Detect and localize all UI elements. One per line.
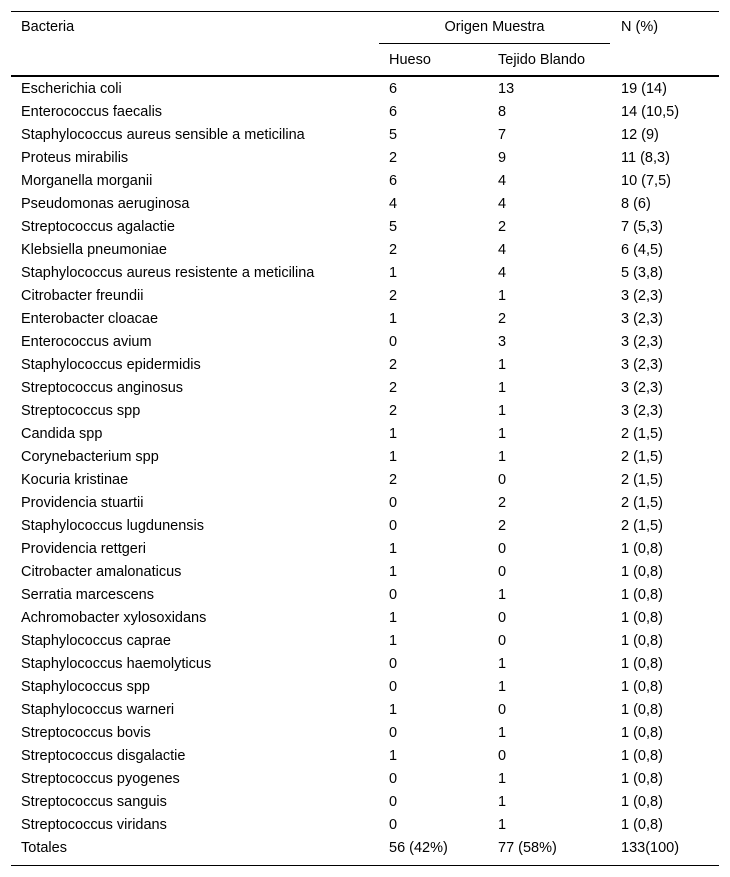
cell-n-percent: 2 (1,5) [621,449,663,465]
cell-tejido-blando: 1 [498,357,507,373]
cell-tejido-blando: 1 [498,426,507,442]
cell-n-percent: 1 (0,8) [621,748,663,764]
cell-hueso: 1 [389,311,398,327]
cell-n-percent: 3 (2,3) [621,403,663,419]
cell-hueso: 2 [389,472,398,488]
cell-hueso: 4 [389,196,398,212]
cell-hueso: 2 [389,288,398,304]
table-row [11,790,719,813]
cell-tejido-blando: 2 [498,311,507,327]
cell-bacteria: Staphylococcus warneri [21,702,175,718]
cell-tejido-blando: 1 [498,679,507,695]
table-row [11,399,719,422]
table-row [11,192,719,215]
cell-n-percent: 1 (0,8) [621,656,663,672]
table-row [11,445,719,468]
cell-bacteria: Providencia stuartii [21,495,144,511]
cell-hueso: 0 [389,817,398,833]
cell-tejido-blando: 1 [498,449,507,465]
table-row [11,100,719,123]
cell-bacteria: Staphylococcus haemolyticus [21,656,212,672]
cell-n-percent: 11 (8,3) [621,150,670,166]
cell-bacteria: Totales [21,840,67,856]
table-row [11,698,719,721]
cell-bacteria: Serratia marcescens [21,587,154,603]
table-row [11,146,719,169]
cell-hueso: 6 [389,81,398,97]
cell-n-percent: 19 (14) [621,81,667,97]
table-row [11,583,719,606]
cell-bacteria: Enterobacter cloacae [21,311,159,327]
cell-n-percent: 5 (3,8) [621,265,663,281]
cell-n-percent: 1 (0,8) [621,679,663,695]
cell-n-percent: 2 (1,5) [621,426,663,442]
cell-bacteria: Achromobacter xylosoxidans [21,610,207,626]
cell-bacteria: Morganella morganii [21,173,153,189]
cell-hueso: 0 [389,656,398,672]
table-top-rule [11,11,719,12]
cell-bacteria: Streptococcus bovis [21,725,151,741]
cell-n-percent: 1 (0,8) [621,817,663,833]
cell-n-percent: 1 (0,8) [621,794,663,810]
cell-bacteria: Corynebacterium spp [21,449,159,465]
cell-tejido-blando: 0 [498,564,507,580]
cell-bacteria: Streptococcus disgalactie [21,748,186,764]
cell-n-percent: 2 (1,5) [621,472,663,488]
cell-n-percent: 1 (0,8) [621,564,663,580]
cell-hueso: 0 [389,679,398,695]
cell-hueso: 6 [389,104,398,120]
cell-bacteria: Candida spp [21,426,103,442]
table-row [11,238,719,261]
cell-tejido-blando: 2 [498,495,507,511]
cell-n-percent: 12 (9) [621,127,659,143]
cell-tejido-blando: 4 [498,265,507,281]
cell-n-percent: 14 (10,5) [621,104,680,120]
cell-hueso: 1 [389,633,398,649]
table-row [11,813,719,836]
cell-tejido-blando: 0 [498,633,507,649]
group-header-rule [379,43,610,44]
table-row [11,169,719,192]
cell-bacteria: Streptococcus sanguis [21,794,167,810]
table-row [11,376,719,399]
cell-n-percent: 3 (2,3) [621,288,663,304]
table-row [11,215,719,238]
cell-bacteria: Citrobacter amalonaticus [21,564,182,580]
cell-tejido-blando: 1 [498,656,507,672]
table-row [11,353,719,376]
table-row [11,422,719,445]
cell-hueso: 0 [389,771,398,787]
cell-bacteria: Staphylococcus aureus sensible a meticilina [21,127,305,143]
cell-n-percent: 8 (6) [621,196,651,212]
cell-hueso: 2 [389,403,398,419]
cell-bacteria: Streptococcus anginosus [21,380,184,396]
cell-tejido-blando: 4 [498,242,507,258]
cell-hueso: 1 [389,564,398,580]
cell-tejido-blando: 77 (58%) [498,840,557,856]
cell-tejido-blando: 3 [498,334,507,350]
table-bottom-rule [11,865,719,866]
cell-n-percent: 2 (1,5) [621,518,663,534]
header-origen-muestra: Origen Muestra [444,19,545,35]
cell-tejido-blando: 1 [498,794,507,810]
cell-bacteria: Streptococcus agalactie [21,219,175,235]
cell-tejido-blando: 1 [498,817,507,833]
cell-tejido-blando: 0 [498,541,507,557]
cell-bacteria: Streptococcus pyogenes [21,771,180,787]
cell-hueso: 0 [389,495,398,511]
table-row [11,77,719,100]
cell-hueso: 1 [389,449,398,465]
cell-tejido-blando: 0 [498,702,507,718]
table-row [11,330,719,353]
cell-hueso: 0 [389,725,398,741]
cell-bacteria: Providencia rettgeri [21,541,146,557]
cell-tejido-blando: 1 [498,288,507,304]
cell-bacteria: Klebsiella pneumoniae [21,242,167,258]
cell-hueso: 1 [389,610,398,626]
header-hueso: Hueso [389,52,431,68]
table-row [11,836,719,859]
cell-hueso: 1 [389,265,398,281]
table-row [11,767,719,790]
cell-tejido-blando: 0 [498,748,507,764]
table-row [11,284,719,307]
cell-bacteria: Streptococcus spp [21,403,141,419]
cell-bacteria: Citrobacter freundii [21,288,144,304]
cell-hueso: 6 [389,173,398,189]
cell-bacteria: Staphylococcus caprae [21,633,171,649]
cell-n-percent: 3 (2,3) [621,334,663,350]
cell-n-percent: 1 (0,8) [621,541,663,557]
table-row [11,514,719,537]
cell-bacteria: Staphylococcus epidermidis [21,357,201,373]
cell-bacteria: Enterococcus avium [21,334,152,350]
table-row [11,537,719,560]
table-row [11,629,719,652]
cell-hueso: 1 [389,426,398,442]
cell-bacteria: Staphylococcus spp [21,679,150,695]
cell-hueso: 5 [389,219,398,235]
cell-n-percent: 1 (0,8) [621,771,663,787]
cell-n-percent: 10 (7,5) [621,173,671,189]
cell-tejido-blando: 0 [498,472,507,488]
cell-hueso: 56 (42%) [389,840,448,856]
cell-n-percent: 1 (0,8) [621,725,663,741]
cell-hueso: 1 [389,702,398,718]
cell-hueso: 0 [389,334,398,350]
cell-n-percent: 1 (0,8) [621,610,663,626]
cell-hueso: 0 [389,794,398,810]
header-n-percent: N (%) [621,19,659,35]
cell-hueso: 2 [389,380,398,396]
cell-n-percent: 1 (0,8) [621,587,663,603]
cell-n-percent: 133(100) [621,840,680,856]
cell-tejido-blando: 1 [498,403,507,419]
cell-hueso: 2 [389,242,398,258]
cell-n-percent: 3 (2,3) [621,357,663,373]
table-row [11,606,719,629]
table-row [11,675,719,698]
cell-bacteria: Staphylococcus lugdunensis [21,518,204,534]
table-row [11,652,719,675]
cell-hueso: 5 [389,127,398,143]
cell-hueso: 2 [389,357,398,373]
table-row [11,123,719,146]
cell-n-percent: 1 (0,8) [621,633,663,649]
cell-tejido-blando: 4 [498,196,507,212]
cell-n-percent: 1 (0,8) [621,702,663,718]
cell-tejido-blando: 8 [498,104,507,120]
header-tejido-blando: Tejido Blando [498,52,586,68]
table-row [11,468,719,491]
cell-tejido-blando: 13 [498,81,515,97]
cell-n-percent: 3 (2,3) [621,380,663,396]
cell-bacteria: Escherichia coli [21,81,122,97]
cell-hueso: 2 [389,150,398,166]
cell-bacteria: Pseudomonas aeruginosa [21,196,190,212]
cell-n-percent: 2 (1,5) [621,495,663,511]
cell-n-percent: 6 (4,5) [621,242,663,258]
cell-tejido-blando: 2 [498,219,507,235]
cell-tejido-blando: 2 [498,518,507,534]
cell-tejido-blando: 1 [498,725,507,741]
cell-n-percent: 3 (2,3) [621,311,663,327]
cell-hueso: 1 [389,748,398,764]
cell-tejido-blando: 4 [498,173,507,189]
cell-bacteria: Kocuria kristinae [21,472,129,488]
header-bacteria: Bacteria [21,19,75,35]
cell-hueso: 1 [389,541,398,557]
cell-tejido-blando: 0 [498,610,507,626]
cell-bacteria: Enterococcus faecalis [21,104,163,120]
table-body [11,77,719,859]
table-row [11,560,719,583]
cell-tejido-blando: 9 [498,150,507,166]
cell-tejido-blando: 1 [498,587,507,603]
cell-tejido-blando: 1 [498,771,507,787]
table-row [11,721,719,744]
table-row [11,307,719,330]
table-row [11,491,719,514]
cell-tejido-blando: 7 [498,127,507,143]
table-row [11,261,719,284]
cell-tejido-blando: 1 [498,380,507,396]
cell-hueso: 0 [389,518,398,534]
cell-hueso: 0 [389,587,398,603]
cell-bacteria: Staphylococcus aureus resistente a meticilina [21,265,315,281]
table-row [11,744,719,767]
cell-bacteria: Proteus mirabilis [21,150,129,166]
cell-bacteria: Streptococcus viridans [21,817,167,833]
cell-n-percent: 7 (5,3) [621,219,663,235]
